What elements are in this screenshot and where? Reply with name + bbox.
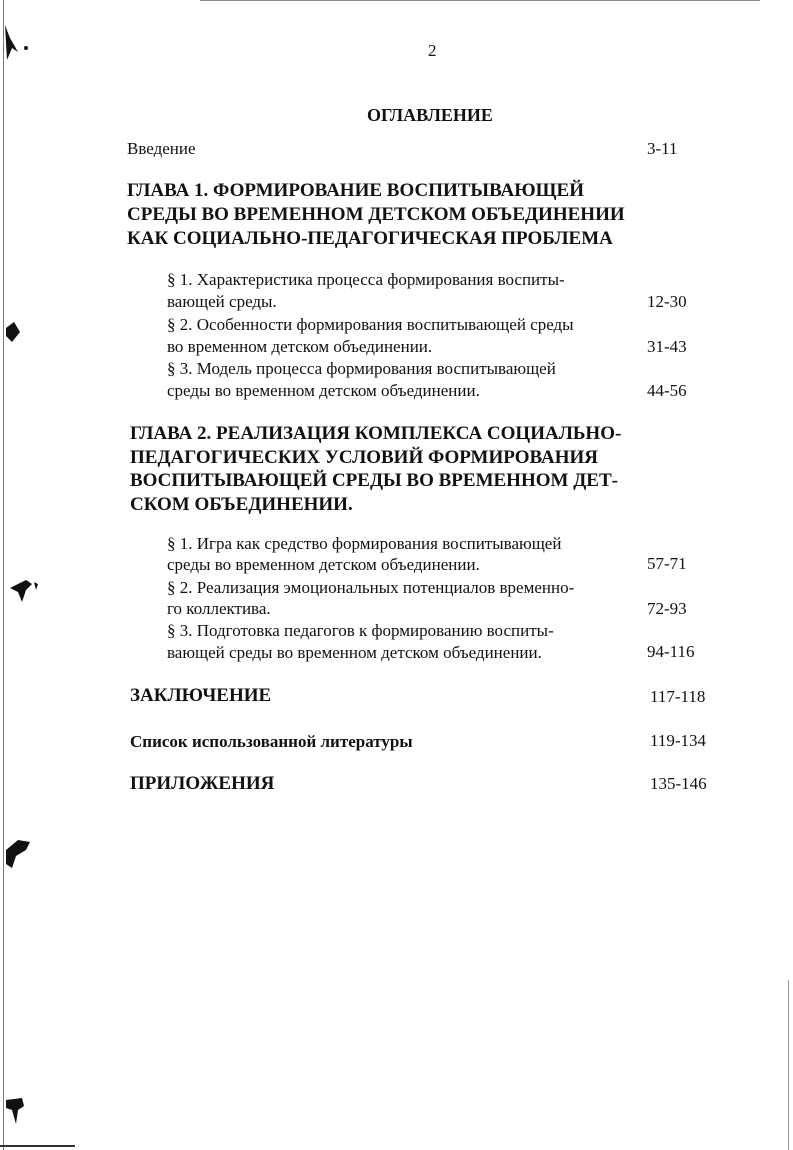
blot-bottom [6, 1098, 24, 1124]
conclusion-label: ЗАКЛЮЧЕНИЕ [130, 685, 272, 706]
ch1-section-1-line: вающей среды. [167, 292, 277, 311]
blot-arrow-tail [34, 582, 38, 590]
scan-blot-marks [0, 0, 60, 1150]
blot-lower [6, 840, 30, 868]
blot-arrow [10, 580, 32, 602]
ch1-section-2-line: § 2. Особенности формирования воспитывающей среды [167, 315, 574, 334]
chapter-2-title-line: ГЛАВА 2. РЕАЛИЗАЦИЯ КОМПЛЕКСА СОЦИАЛЬНО- [130, 423, 622, 444]
bibliography-pages: 119-134 [650, 731, 707, 750]
page-number: 2 [428, 41, 437, 60]
bibliography-label: Список использованной литературы [130, 732, 413, 751]
chapter-2-title-line: ПЕДАГОГИЧЕСКИХ УСЛОВИЙ ФОРМИРОВАНИЯ [130, 447, 599, 468]
intro-label: Введение [127, 139, 196, 158]
ch2-section-1-line: среды во временном детском объединении. [167, 555, 480, 574]
ch2-section-3-pages: 94-116 [647, 642, 695, 661]
chapter-1-title-line: КАК СОЦИАЛЬНО-ПЕДАГОГИЧЕСКАЯ ПРОБЛЕМА [127, 228, 613, 249]
ch1-section-1-pages: 12-30 [647, 292, 687, 311]
ch2-section-1-line: § 1. Игра как средство формирования воспитывающей [167, 534, 562, 553]
ch2-section-1-pages: 57-71 [647, 554, 687, 573]
page-title: ОГЛАВЛЕНИЕ [367, 105, 493, 125]
ch2-section-2-line: го коллектива. [167, 599, 271, 618]
ch1-section-1-line: § 1. Характеристика процесса формирования воспиты- [167, 270, 565, 289]
right-scan-edge [788, 980, 789, 1150]
blot-mid [6, 322, 20, 342]
chapter-1-title-line: СРЕДЫ ВО ВРЕМЕННОМ ДЕТСКОМ ОБЪЕДИНЕНИИ [127, 204, 625, 225]
appendices-label: ПРИЛОЖЕНИЯ [130, 773, 275, 794]
ch1-section-2-pages: 31-43 [647, 337, 687, 356]
ch1-section-3-pages: 44-56 [647, 381, 687, 400]
ch1-section-3-line: § 3. Модель процесса формирования воспитывающей [167, 359, 556, 378]
ch1-section-3-line: среды во временном детском объединении. [167, 381, 480, 400]
ch2-section-2-pages: 72-93 [647, 599, 687, 618]
blot-dot-top [24, 46, 28, 50]
ch1-section-2-line: во временном детском объединении. [167, 337, 433, 356]
ch2-section-3-line: вающей среды во временном детском объединении. [167, 643, 542, 662]
chapter-2-title-line: СКОМ ОБЪЕДИНЕНИИ. [130, 494, 353, 515]
conclusion-pages: 117-118 [650, 687, 706, 706]
ch2-section-3-line: § 3. Подготовка педагогов к формированию воспиты- [167, 621, 554, 640]
ch2-section-2-line: § 2. Реализация эмоциональных потенциалов временно- [167, 578, 575, 597]
appendices-pages: 135-146 [650, 774, 707, 793]
blot-top [5, 25, 18, 60]
chapter-2-title-line: ВОСПИТЫВАЮЩЕЙ СРЕДЫ ВО ВРЕМЕННОМ ДЕТ- [130, 470, 618, 491]
chapter-1-title-line: ГЛАВА 1. ФОРМИРОВАНИЕ ВОСПИТЫВАЮЩЕЙ [127, 180, 584, 201]
intro-pages: 3-11 [647, 139, 678, 158]
top-scan-edge [200, 0, 760, 1]
